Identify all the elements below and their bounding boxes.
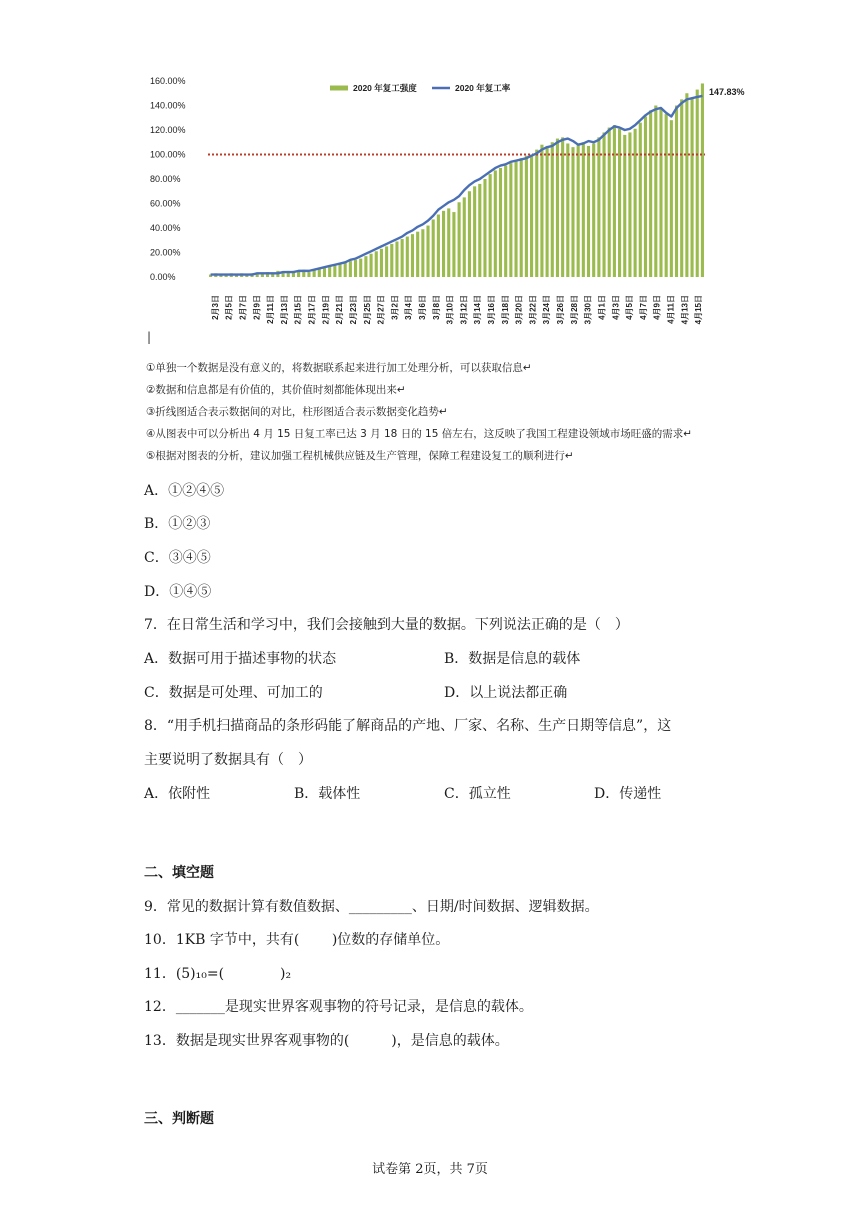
- y-tick-label: 40.00%: [150, 223, 181, 233]
- bar: [514, 161, 517, 277]
- x-tick-label: 3月16日: [487, 294, 497, 325]
- bar: [571, 147, 574, 277]
- bar: [535, 150, 538, 277]
- bar: [333, 265, 336, 277]
- bar: [468, 191, 471, 277]
- page-footer: 试卷第 2页，共 7页: [372, 1162, 488, 1177]
- bar: [375, 251, 378, 277]
- bar: [411, 234, 414, 277]
- bar: [416, 232, 419, 277]
- x-tick-label: 3月10日: [445, 295, 455, 325]
- bar: [478, 184, 481, 277]
- q8-option-b[interactable]: B．载体性: [294, 786, 361, 802]
- x-tick-label: 4月15日: [694, 295, 704, 325]
- bar: [349, 261, 352, 277]
- bar: [364, 256, 367, 277]
- x-tick-label: 4月5日: [625, 295, 635, 320]
- bar: [680, 99, 683, 277]
- q7-option-a[interactable]: A．数据可用于描述事物的状态: [144, 651, 337, 667]
- bar: [499, 168, 502, 277]
- bar: [608, 128, 611, 277]
- bar: [504, 166, 507, 277]
- x-tick-label: 4月1日: [597, 295, 607, 320]
- bar: [592, 143, 595, 277]
- bar: [556, 139, 559, 277]
- x-tick-label: 3月14日: [473, 295, 483, 325]
- bar: [634, 129, 637, 277]
- bar: [530, 155, 533, 278]
- x-tick-label: 2月23日: [348, 295, 358, 325]
- bar: [644, 117, 647, 277]
- statement-3: ③折线图适合表示数据间的对比，柱形图适合表示数据变化趋势↵: [146, 406, 448, 418]
- y-tick-label: 60.00%: [150, 198, 181, 209]
- legend-label-bar: 2020 年复工强度: [353, 83, 417, 93]
- bar: [525, 156, 528, 277]
- bar: [489, 174, 492, 277]
- bar: [406, 237, 409, 277]
- cursor-mark: |: [147, 330, 152, 344]
- bar: [639, 123, 642, 277]
- bar: [613, 125, 616, 277]
- bar: [426, 226, 429, 277]
- x-tick-label: 2月9日: [252, 295, 262, 320]
- bar: [665, 114, 668, 277]
- q8-stem-line2: 主要说明了数据具有（ ）: [144, 752, 312, 768]
- y-tick-label: 0.00%: [150, 272, 176, 282]
- fill-q12: 12．_______是现实世界客观事物的符号记录，是信息的载体。: [144, 999, 533, 1015]
- bar: [649, 110, 652, 277]
- x-tick-label: 2月27日: [376, 295, 386, 325]
- bar: [354, 260, 357, 277]
- bar: [675, 106, 678, 278]
- bar: [509, 163, 512, 277]
- x-tick-label: 2月25日: [362, 294, 372, 325]
- x-tick-label: 2月17日: [307, 294, 317, 325]
- x-tick-label: 3月6日: [417, 295, 427, 320]
- bar: [494, 170, 497, 277]
- legend-label-line: 2020 年复工率: [455, 83, 511, 93]
- y-tick-label: 20.00%: [150, 247, 181, 258]
- x-tick-label: 2月7日: [238, 294, 248, 320]
- x-tick-label: 4月3日: [611, 294, 621, 320]
- x-tick-label: 3月24日: [542, 295, 552, 325]
- q6-option-d[interactable]: D．①④⑤: [144, 584, 212, 600]
- q6-option-a[interactable]: A．①②④⑤: [144, 483, 225, 499]
- bar: [370, 254, 373, 277]
- fill-q10: 10．1KB 字节中，共有( )位数的存储单位。: [144, 932, 450, 948]
- bar: [458, 202, 461, 277]
- bar: [359, 259, 362, 277]
- fill-q11: 11．(5)₁₀=( )₂: [144, 966, 292, 982]
- bar: [654, 106, 657, 278]
- fill-q13: 13．数据是现实世界客观事物的( )，是信息的载体。: [144, 1033, 509, 1049]
- x-tick-label: 4月13日: [680, 294, 690, 325]
- x-tick-label: 4月7日: [638, 295, 648, 320]
- bar: [385, 246, 388, 277]
- bar: [395, 241, 398, 277]
- bar: [437, 215, 440, 277]
- section-fill-heading: 二、填空题: [144, 865, 214, 881]
- fill-q9: 9．常见的数据计算有数值数据、_________、日期/时间数据、逻辑数据。: [144, 899, 599, 915]
- x-tick-label: 4月11日: [666, 295, 676, 324]
- bar: [551, 142, 554, 277]
- bar: [546, 146, 549, 277]
- q6-option-c[interactable]: C．③④⑤: [144, 550, 211, 566]
- x-tick-label: 3月30日: [583, 294, 593, 325]
- x-tick-label: 2月19日: [321, 295, 331, 325]
- x-tick-label: 3月8日: [431, 294, 441, 320]
- statement-4: ④从图表中可以分析出 4 月 15 日复工率已达 3 月 18 日的 15 倍左右，这反映了我国工程建设领域市场旺盛的需求↵: [146, 428, 693, 440]
- x-tick-label: 3月2日: [390, 295, 400, 320]
- statement-5: ⑤根据对图表的分析，建议加强工程机械供应链及生产管理，保障工程建设复工的顺利进行↵: [146, 450, 574, 462]
- bar: [670, 120, 673, 277]
- bar: [566, 143, 569, 277]
- section-judge-heading: 三、判断题: [144, 1111, 214, 1127]
- x-tick-label: 2月3日: [210, 294, 220, 320]
- bar: [380, 249, 383, 277]
- x-tick-label: 3月28日: [569, 295, 579, 325]
- bar: [452, 212, 455, 277]
- x-tick-label: 3月20日: [514, 295, 524, 325]
- y-tick-label: 140.00%: [150, 100, 186, 111]
- y-tick-label: 120.00%: [150, 125, 186, 135]
- x-tick-label: 2月5日: [224, 295, 234, 320]
- recovery-chart: [140, 70, 745, 350]
- x-tick-label: 2月13日: [279, 294, 289, 325]
- q8-option-c[interactable]: C．孤立性: [444, 786, 511, 802]
- bar: [473, 186, 476, 277]
- bar: [540, 145, 543, 277]
- x-tick-label: 3月26日: [556, 294, 566, 325]
- q7-stem: 7．在日常生活和学习中，我们会接触到大量的数据。下列说法正确的是（ ）: [144, 617, 629, 633]
- x-tick-label: 3月22日: [528, 294, 538, 325]
- end-value-label: 147.83%: [709, 86, 745, 97]
- bar: [432, 219, 435, 277]
- statement-1: ①单独一个数据是没有意义的，将数据联系起来进行加工处理分析，可以获取信息↵: [146, 362, 532, 374]
- bar: [307, 272, 310, 277]
- bar: [401, 239, 404, 277]
- q8-option-a[interactable]: A．依附性: [144, 786, 211, 802]
- bar: [587, 146, 590, 277]
- x-tick-label: 3月4日: [404, 294, 414, 320]
- x-tick-label: 2月21日: [335, 294, 345, 325]
- bar: [442, 211, 445, 277]
- bar: [328, 266, 331, 277]
- q7-option-b[interactable]: B．数据是信息的载体: [444, 651, 581, 667]
- bar: [520, 158, 523, 277]
- y-tick-label: 80.00%: [150, 174, 181, 184]
- bar: [338, 264, 341, 277]
- x-tick-label: 2月11日: [266, 295, 276, 324]
- bar: [344, 262, 347, 277]
- bar: [696, 90, 699, 277]
- bar: [597, 137, 600, 277]
- bar: [618, 129, 621, 277]
- x-tick-label: 3月18日: [500, 295, 510, 325]
- q8-option-d[interactable]: D．传递性: [594, 786, 662, 802]
- chart-svg: [140, 70, 745, 350]
- bar: [659, 109, 662, 277]
- q8-stem-line1: 8．“用手机扫描商品的条形码能了解商品的产地、厂家、名称、生产日期等信息”，这: [144, 718, 672, 734]
- y-tick-label: 160.00%: [150, 76, 186, 86]
- q6-option-b[interactable]: B．①②③: [144, 516, 211, 532]
- bar: [582, 142, 585, 277]
- bar: [691, 98, 694, 277]
- y-tick-label: 100.00%: [150, 149, 186, 160]
- bar: [421, 229, 424, 277]
- bar: [447, 208, 450, 277]
- bar: [561, 137, 564, 277]
- q7-option-c[interactable]: C．数据是可处理、可加工的: [144, 685, 323, 701]
- bar: [685, 93, 688, 277]
- q7-option-d[interactable]: D．以上说法都正确: [444, 685, 568, 701]
- x-tick-label: 2月15日: [293, 295, 303, 325]
- statement-2: ②数据和信息都是有价值的，其价值时刻都能体现出来↵: [146, 384, 406, 396]
- bar: [701, 83, 704, 277]
- bar: [623, 135, 626, 277]
- x-tick-label: 3月12日: [459, 294, 469, 325]
- bar: [577, 145, 580, 277]
- bar: [463, 197, 466, 277]
- bar: [483, 179, 486, 277]
- bar: [390, 244, 393, 277]
- x-tick-label: 4月9日: [652, 294, 662, 320]
